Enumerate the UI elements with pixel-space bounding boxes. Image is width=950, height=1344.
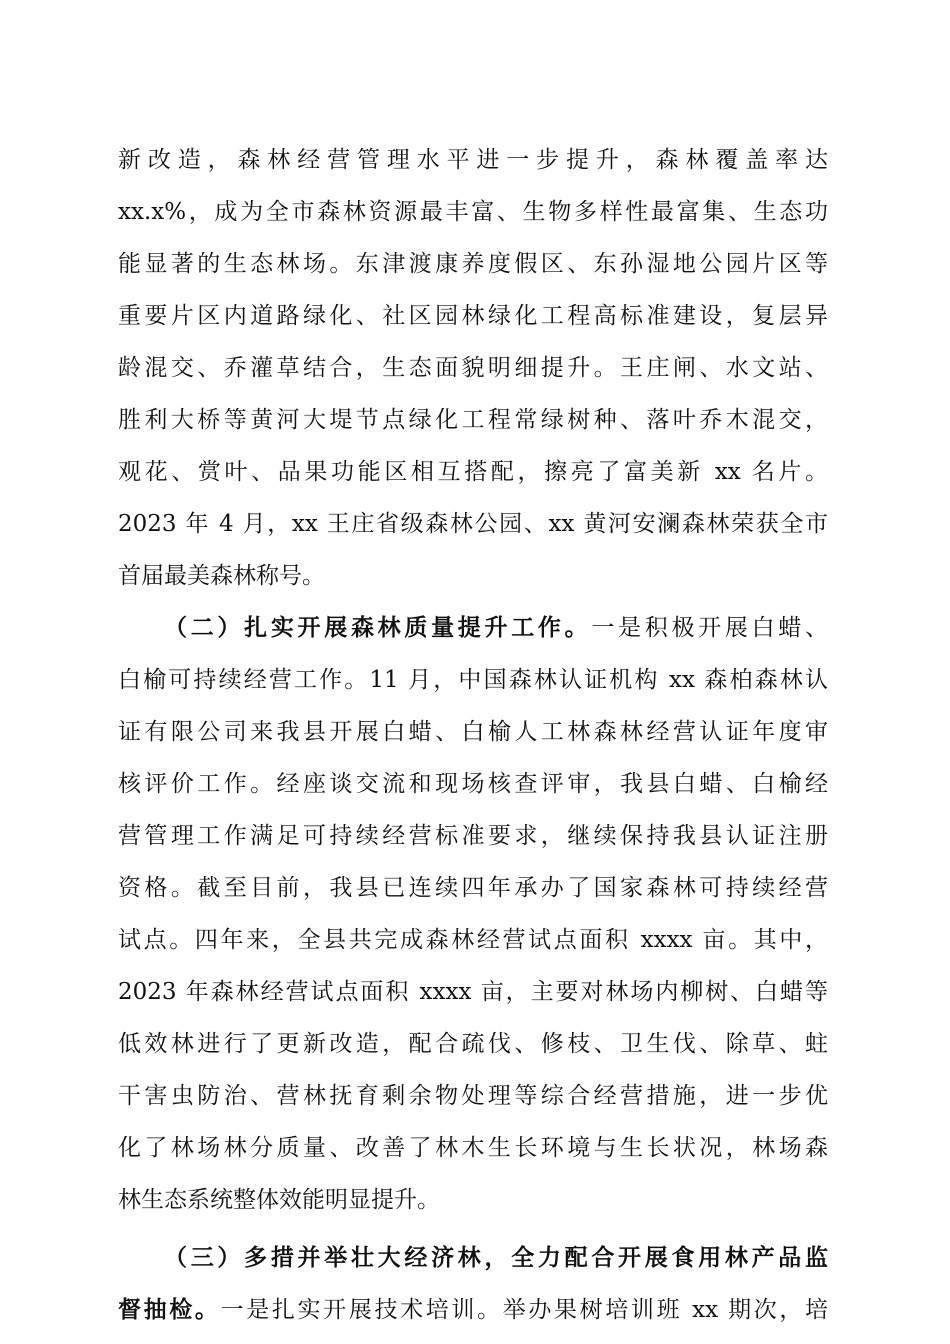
paragraph-2-heading: （二）扎实开展森林质量提升工作。 [164,614,592,641]
paragraph-2-line-4: 核评价工作。经座谈交流和现场核查评审，我县白蜡、白榆经 [118,771,828,797]
paragraph-2-line-6: 资格。截至目前，我县已连续四年承办了国家森林可持续经营 [118,875,828,901]
paragraph-1-line-8: 2023 年 4 月，xx 王庄省级森林公园、xx 黄河安澜森林荣获全市 [118,511,828,537]
paragraph-1-line-4: 重要片区内道路绿化、社区园林绿化工程高标准建设，复层异 [118,303,828,329]
paragraph-1-line-9: 首届最美森林称号。 [118,563,325,589]
paragraph-1-line-3: 能显著的生态林场。东津渡康养度假区、东孙湿地公园片区等 [118,251,828,277]
paragraph-3-heading-line-1: （三）多措并举壮大经济林，全力配合开展食用林产品监 [164,1244,828,1271]
paragraph-2-line-11: 化了林场林分质量、改善了林木生长环境与生长状况，林场森 [118,1135,828,1161]
paragraph-3-heading-end: 督抽检。 [118,1296,221,1323]
paragraph-3-line-2-rest: 一是扎实开展技术培训。举办果树培训班 xx 期次，培 [220,1297,828,1323]
paragraph-2-line-9: 低效林进行了更新改造，配合疏伐、修枝、卫生伐、除草、蛀 [118,1031,828,1057]
paragraph-2-line-7: 试点。四年来，全县共完成森林经营试点面积 xxxx 亩。其中， [118,927,828,953]
paragraph-1-line-1: 新改造，森林经营管理水平进一步提升，森林覆盖率达 [118,147,828,173]
paragraph-1-line-6: 胜利大桥等黄河大堤节点绿化工程常绿树种、落叶乔木混交， [118,407,828,433]
paragraph-2-line-10: 干害虫防治、营林抚育剩余物处理等综合经营措施，进一步优 [118,1083,828,1109]
paragraph-1-line-7: 观花、赏叶、品果功能区相互搭配，擦亮了富美新 xx 名片。 [118,459,828,485]
paragraph-2-line-3: 证有限公司来我县开展白蜡、白榆人工林森林经营认证年度审 [118,719,828,745]
paragraph-1-line-5: 龄混交、乔灌草结合，生态面貌明细提升。王庄闸、水文站、 [118,355,828,381]
paragraph-3-line-2 [118,1284,828,1336]
paragraph-2-line-1-rest: 一是积极开展白蜡、 [591,615,828,641]
paragraph-2-line-1 [164,602,828,654]
paragraph-2-line-2: 白榆可持续经营工作。11 月，中国森林认证机构 xx 森柏森林认 [118,667,828,693]
paragraph-2-line-12: 林生态系统整体效能明显提升。 [118,1187,440,1213]
paragraph-2-line-8: 2023 年森林经营试点面积 xxxx 亩，主要对林场内柳树、白蜡等 [118,979,828,1005]
paragraph-1-line-2: xx.x%，成为全市森林资源最丰富、生物多样性最富集、生态功 [118,199,828,225]
paragraph-2-line-5: 营管理工作满足可持续经营标准要求，继续保持我县认证注册 [118,823,828,849]
